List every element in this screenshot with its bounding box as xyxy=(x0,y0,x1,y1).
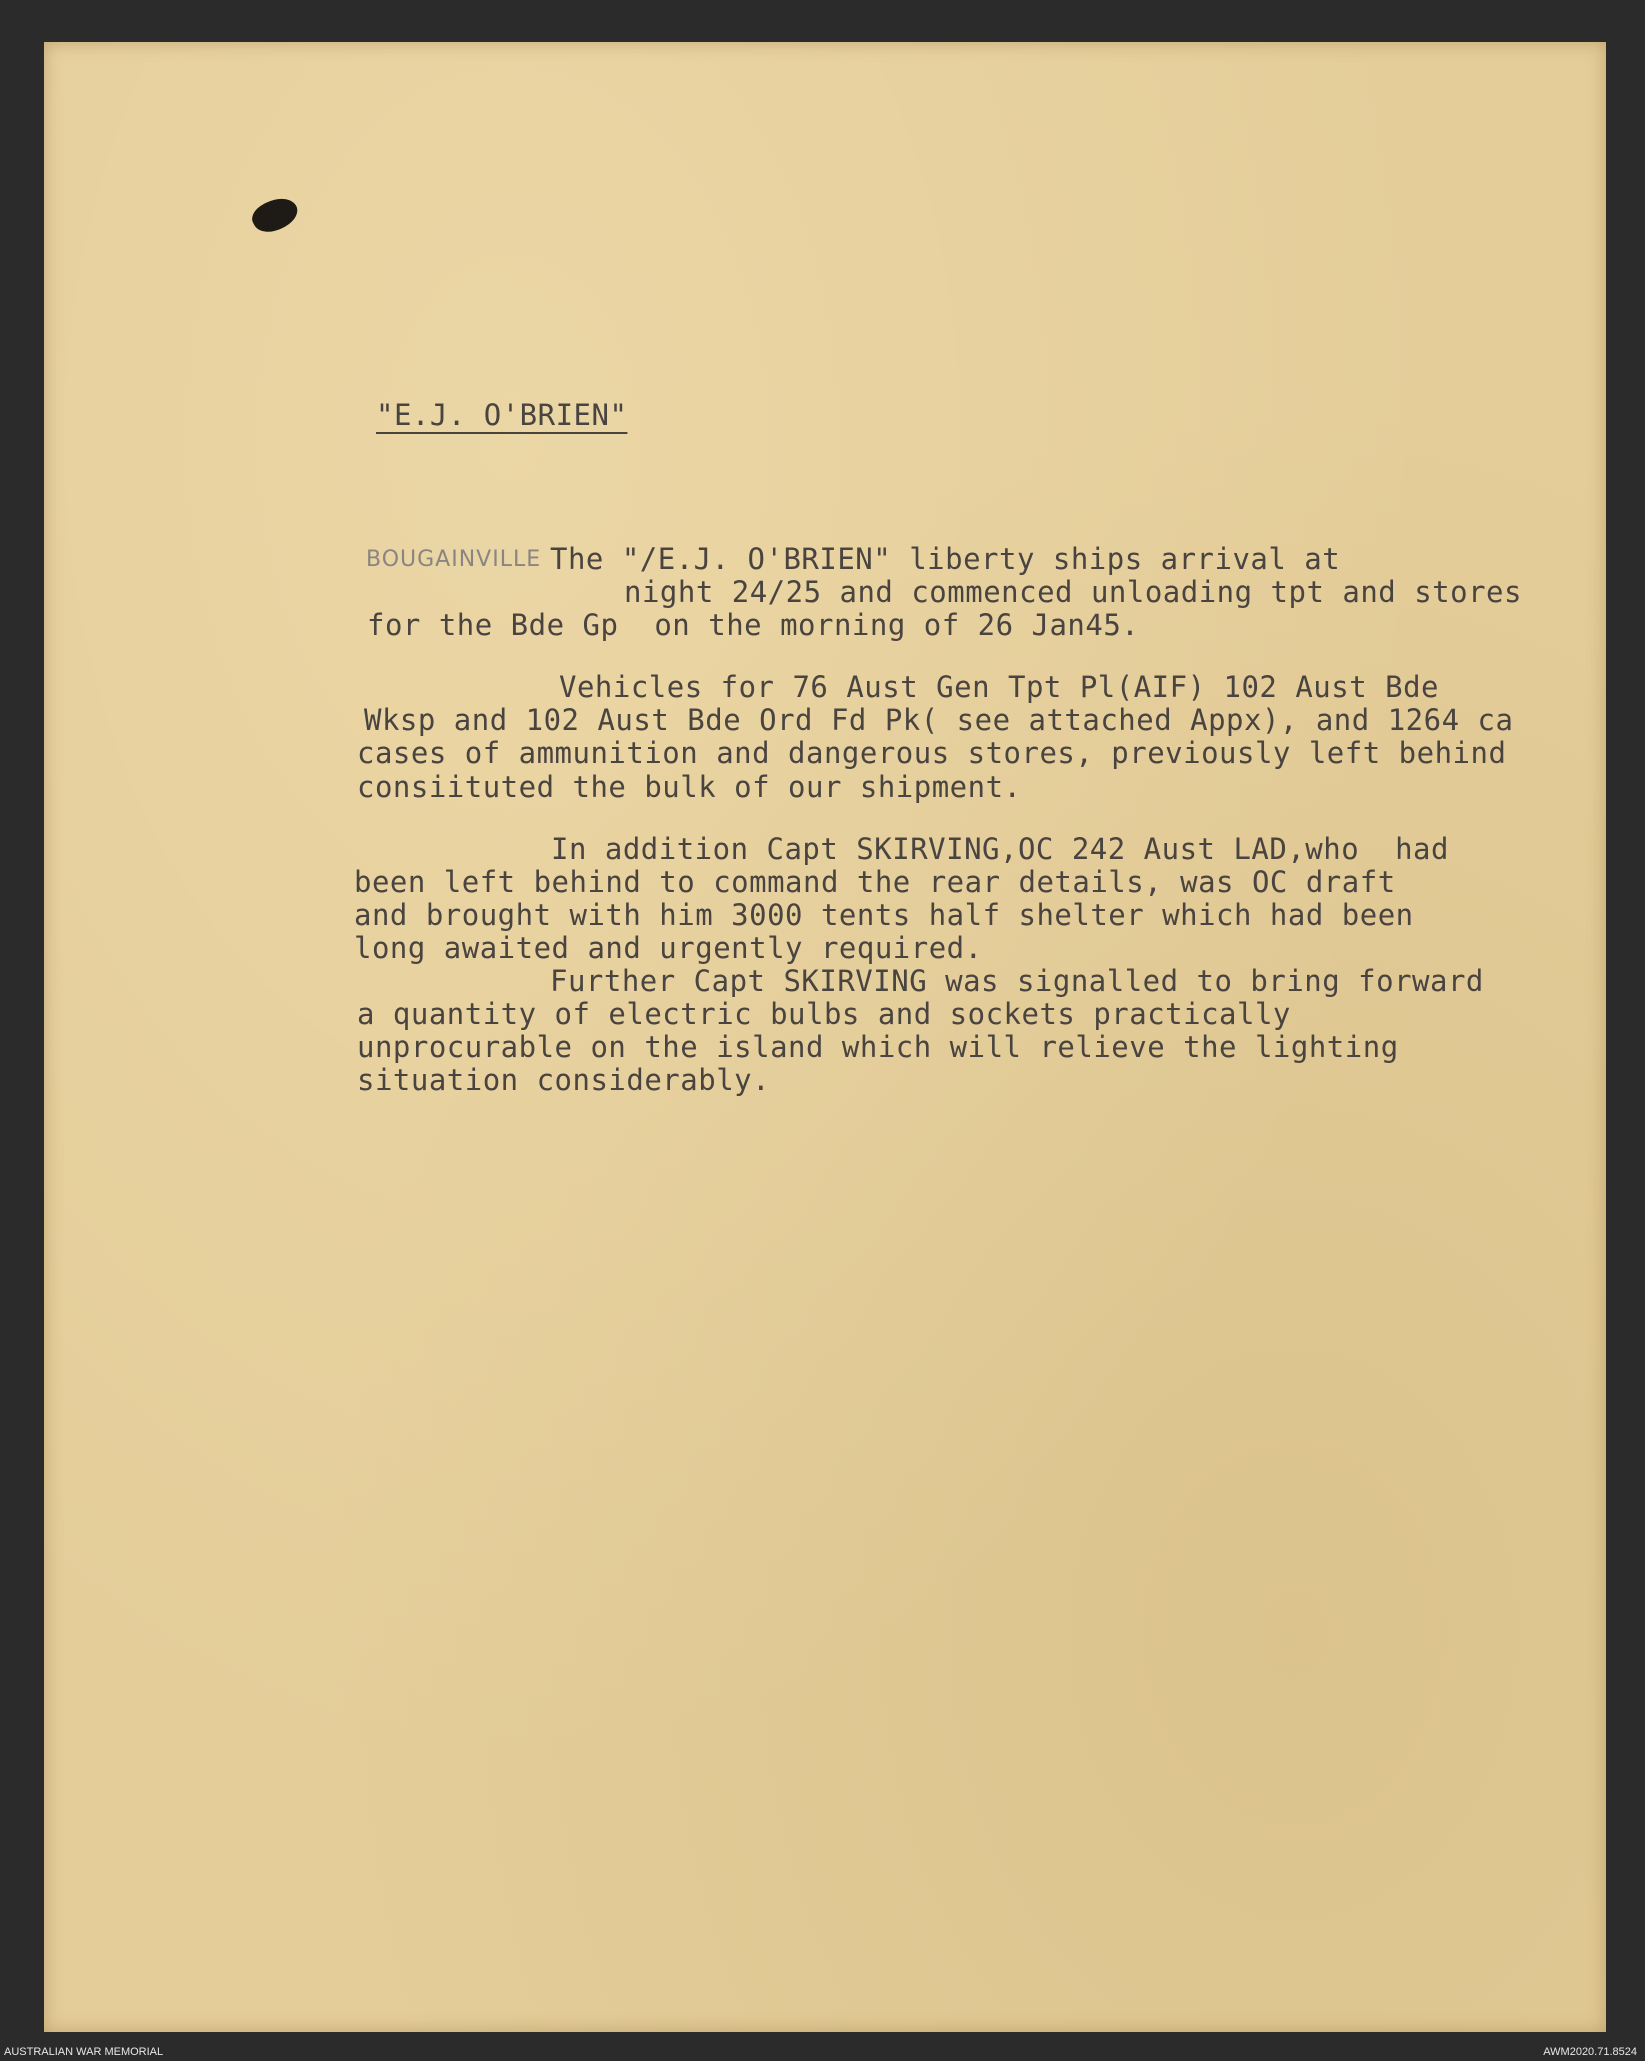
paragraph-3-line-4: long awaited and urgently required. xyxy=(354,931,983,965)
archive-reference: AWM2020.71.8524 xyxy=(1543,2046,1637,2058)
paragraph-3-line-1: In addition Capt SKIRVING,OC 242 Aust LAD,who had xyxy=(551,832,1449,866)
punch-hole xyxy=(248,191,303,239)
paragraph-4-line-3: unprocurable on the island which will relieve the lighting xyxy=(357,1030,1399,1064)
paragraph-2-line-1: Vehicles for 76 Aust Gen Tpt Pl(AIF) 102 Aust Bde xyxy=(559,670,1440,704)
margin-stamp-bougainville: BOUGAINVILLE xyxy=(366,547,542,572)
paragraph-3-line-3: and brought with him 3000 tents half shelter which had been xyxy=(354,898,1414,932)
paragraph-1-line-3: for the Bde Gp on the morning of 26 Jan45. xyxy=(367,608,1140,642)
document-page xyxy=(44,42,1606,2032)
paragraph-4-line-4: situation considerably. xyxy=(357,1063,771,1097)
document-title: "E.J. O'BRIEN" xyxy=(376,398,628,432)
archive-credit: AUSTRALIAN WAR MEMORIAL xyxy=(4,2046,164,2058)
paragraph-4-line-1: Further Capt SKIRVING was signalled to bring forward xyxy=(550,964,1484,998)
paragraph-3-line-2: been left behind to command the rear details, was OC draft xyxy=(354,865,1396,899)
paragraph-2-line-2: Wksp and 102 Aust Bde Ord Fd Pk( see attached Appx), and 1264 ca xyxy=(364,703,1514,737)
paragraph-1-line-1: The "/E.J. O'BRIEN" liberty ships arrival at xyxy=(550,542,1341,576)
paragraph-2-line-4: consiituted the bulk of our shipment. xyxy=(357,770,1022,804)
paragraph-4-line-2: a quantity of electric bulbs and sockets practically xyxy=(357,997,1291,1031)
paragraph-2-line-3: cases of ammunition and dangerous stores, previously left behind xyxy=(357,736,1507,770)
paragraph-1-line-2: night 24/25 and commenced unloading tpt and stores xyxy=(624,575,1522,609)
